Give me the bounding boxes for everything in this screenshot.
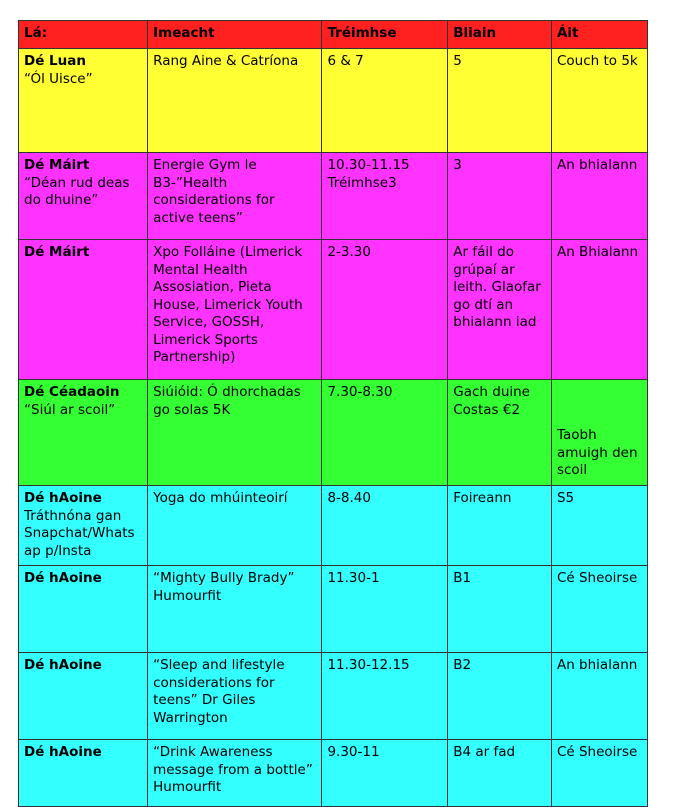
header-event: Imeacht [148, 21, 322, 49]
day-label: Dé hAoine [24, 744, 102, 760]
schedule-table [18, 20, 648, 807]
event-cell: “Sleep and lifestyle considerations for teens” Dr Giles Warrington [148, 653, 322, 740]
period-cell: 10.30-11.15 Tréimhse3 [322, 153, 448, 240]
event-cell: Rang Aine & Catríona [148, 49, 322, 153]
day-theme: Tráthnóna gan Snapchat/Whatsap p/Insta [24, 507, 135, 559]
table-row [19, 49, 648, 153]
year-cell: B1 [448, 566, 552, 653]
table-row [19, 566, 648, 653]
place-label: An Bhialann [556, 244, 639, 260]
place-label: An bhialann [556, 157, 638, 173]
event-cell: Yoga do mhúinteoirí [148, 486, 322, 566]
header-day: Lá: [19, 21, 148, 49]
event-cell: “Drink Awareness message from a bottle” Humourfit [148, 740, 322, 807]
day-cell [19, 653, 148, 740]
year-cell: Ar fáil do grúpaí ar leith. Glaofar go dtí an bhialann iad [448, 240, 552, 380]
day-label: Dé Máirt [24, 244, 90, 260]
period-cell: 11.30-1 [322, 566, 448, 653]
day-theme: “Siúl ar scoil” [24, 401, 116, 418]
day-label: Dé Máirt [24, 157, 90, 173]
event-cell: Xpo Folláine (Limerick Mental Health Assosiation, Pieta House, Limerick Youth Service, GOSSH, Limerick Sports Partnership) [148, 240, 322, 380]
period-cell: 9.30-11 [322, 740, 448, 807]
place-cell [551, 486, 647, 566]
day-label: Dé Luan [24, 53, 86, 69]
header-year: Bliain [448, 21, 552, 49]
place-cell [551, 49, 647, 153]
place-label: Taobh amuigh den scoil [556, 427, 638, 478]
table-row [19, 740, 648, 807]
place-cell [551, 240, 647, 380]
header-row [19, 21, 648, 49]
year-cell: B4 ar fad [448, 740, 552, 807]
day-cell [19, 380, 148, 486]
year-cell: B2 [448, 653, 552, 740]
place-cell [551, 566, 647, 653]
spacer [557, 410, 642, 427]
place-cell [551, 653, 647, 740]
table-row [19, 380, 648, 486]
event-cell: Energie Gym le B3-”Health considerations for active teens” [148, 153, 322, 240]
day-cell [19, 486, 148, 566]
day-theme: “Ól Uisce” [24, 70, 93, 87]
table-row [19, 486, 648, 566]
header-period: Tréimhse [322, 21, 448, 49]
day-label: Dé hAoine [24, 570, 102, 586]
place-label: An bhialann [556, 657, 638, 673]
year-cell: 5 [448, 49, 552, 153]
place-label: S5 [556, 490, 575, 506]
period-cell: 11.30-12.15 [322, 653, 448, 740]
year-cell: 3 [448, 153, 552, 240]
day-cell [19, 566, 148, 653]
day-label: Dé hAoine [24, 657, 102, 673]
period-cell: 6 & 7 [322, 49, 448, 153]
table-row [19, 653, 648, 740]
day-cell [19, 49, 148, 153]
place-cell [551, 740, 647, 807]
table-row [19, 240, 648, 380]
event-cell: “Mighty Bully Brady” Humourfit [148, 566, 322, 653]
place-cell [551, 380, 647, 486]
event-cell: Siúióid: Ó dhorchadas go solas 5K [148, 380, 322, 486]
period-cell: 8-8.40 [322, 486, 448, 566]
day-label: Dé hAoine [24, 490, 102, 506]
year-cell: Gach duine Costas €2 [448, 380, 552, 486]
header-place: Áit [551, 21, 647, 49]
day-theme: “Déan rud deas do dhuine” [24, 174, 130, 208]
period-cell: 2-3.30 [322, 240, 448, 380]
day-cell [19, 240, 148, 380]
day-cell [19, 153, 148, 240]
day-cell [19, 740, 148, 807]
place-label: Couch to 5k [556, 53, 638, 69]
year-cell: Foireann [448, 486, 552, 566]
day-label: Dé Céadaoin [24, 384, 120, 400]
period-cell: 7.30-8.30 [322, 380, 448, 486]
place-label: Cé Sheoirse [556, 744, 638, 760]
place-label: Cé Sheoirse [556, 570, 638, 586]
table-row [19, 153, 648, 240]
place-cell [551, 153, 647, 240]
